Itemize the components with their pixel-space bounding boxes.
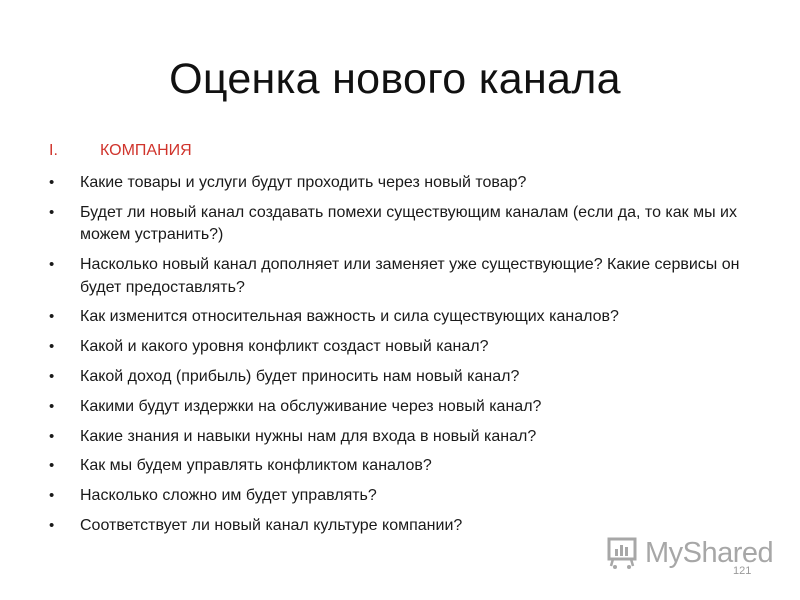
- list-item: [49, 396, 769, 419]
- bullet-list: [49, 172, 769, 545]
- list-item: [49, 336, 769, 359]
- list-item: [49, 254, 769, 299]
- chart-cart-icon: [607, 536, 641, 570]
- bullet-icon: •: [49, 338, 55, 356]
- bullet-icon: •: [49, 256, 55, 274]
- bullet-icon: •: [49, 457, 55, 475]
- list-item-text: Насколько новый канал дополняет или заменяет уже существующие? Какие сервисы он будет предоставлять?: [80, 256, 740, 296]
- list-item-text: Как мы будем управлять конфликтом каналов?: [80, 457, 432, 475]
- list-item-text: Как изменится относительная важность и сила существующих каналов?: [80, 308, 619, 326]
- list-item-text: Будет ли новый канал создавать помехи существующим каналам (если да, то как мы их можем устранить?): [80, 203, 737, 244]
- bullet-icon: •: [49, 427, 55, 445]
- bullet-icon: •: [49, 397, 55, 415]
- list-item: [49, 455, 769, 478]
- list-item-text: Насколько сложно им будет управлять?: [80, 487, 377, 505]
- slide-title: Оценка нового канала: [169, 54, 621, 103]
- list-item: [49, 202, 769, 247]
- list-item-text: Какие знания и навыки нужны нам для входа в новый канал?: [80, 427, 537, 445]
- bullet-icon: •: [49, 516, 55, 534]
- bullet-icon: •: [49, 487, 55, 505]
- list-item: [49, 426, 769, 449]
- list-item-text: Какой доход (прибыль) будет приносить нам новый канал?: [80, 367, 520, 385]
- section-label: КОМПАНИЯ: [100, 142, 192, 159]
- list-item: [49, 485, 769, 508]
- bullet-icon: •: [49, 203, 55, 221]
- list-item-text: Какими будут издержки на обслуживание через новый канал?: [80, 397, 542, 415]
- list-item: [49, 172, 769, 195]
- list-item-text: Соответствует ли новый канал культуре компании?: [80, 516, 463, 534]
- list-item-text: Какой и какого уровня конфликт создаст новый канал?: [80, 338, 489, 356]
- section-number: I.: [49, 142, 58, 159]
- bullet-icon: •: [49, 367, 55, 385]
- list-item: [49, 366, 769, 389]
- list-item: [49, 515, 769, 538]
- list-item-text: Какие товары и услуги будут проходить через новый товар?: [80, 174, 527, 191]
- list-item: [49, 306, 769, 329]
- page-number: 121: [733, 565, 752, 577]
- bullet-icon: •: [49, 174, 55, 191]
- section-heading: [49, 142, 192, 160]
- watermark-text: MyShared: [645, 536, 774, 569]
- bullet-icon: •: [49, 308, 55, 326]
